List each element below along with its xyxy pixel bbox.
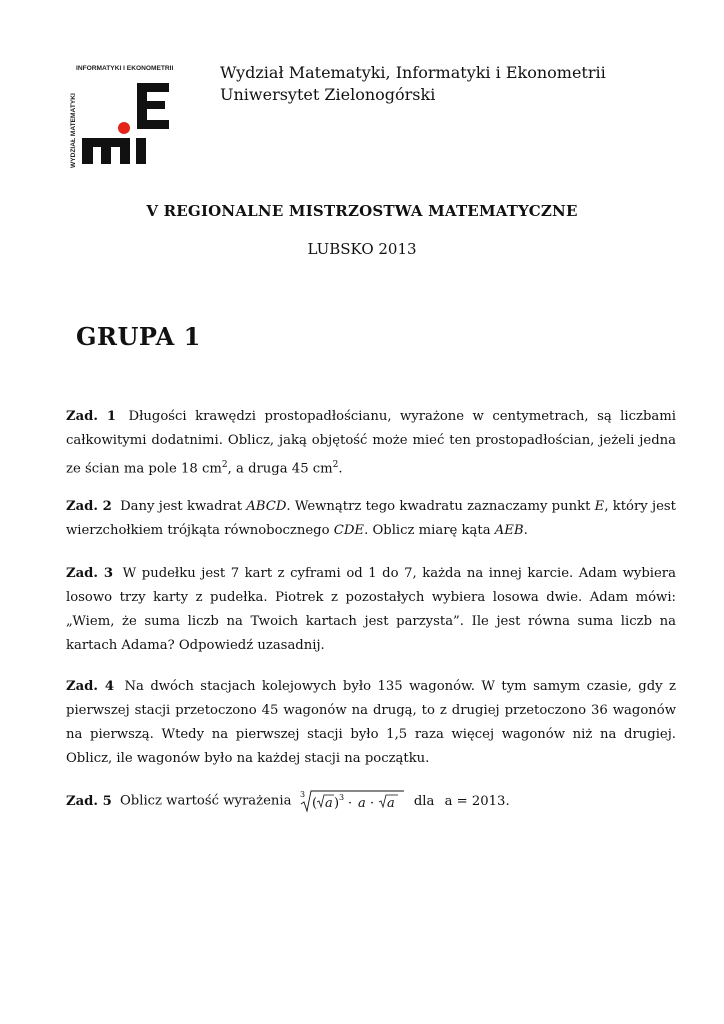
dot-operator: · xyxy=(347,796,352,811)
task-text: dla xyxy=(413,793,435,809)
competition-place-year: LUBSKO 2013 xyxy=(307,240,417,258)
superscript: 2 xyxy=(332,460,339,470)
task-text: , który jest wierzchołkiem trójkąta równobocznego xyxy=(66,499,676,538)
logo-top-text: INFORMATYKI I EKONOMETRII xyxy=(76,65,174,72)
task-1 xyxy=(66,405,676,481)
math-condition: a = 2013. xyxy=(444,793,510,809)
task-text: Dany jest kwadrat xyxy=(120,499,247,514)
institution-header xyxy=(220,62,606,106)
task-text: Oblicz wartość wyrażenia xyxy=(119,793,292,809)
task-text: W pudełku jest 7 kart z cyframi od 1 do 7, każda na innej karcie. Adam wybiera losowo trzy karty z pudełka. Piotrek z pozostałych wybiera losowa dwie. Adam mówi: „Wiem, że suma liczb na Twoich kartach jest parzysta”. Ile jest równa suma liczb na kartach Adama? Odpowiedź uzasadnij. xyxy=(66,566,676,653)
logo-side-text: WYDZIAŁ MATEMATYKI xyxy=(70,93,77,168)
superscript: 2 xyxy=(221,460,228,470)
task-3 xyxy=(66,562,676,658)
university-name: Uniwersytet Zielonogórski xyxy=(220,85,436,104)
task-label: Zad. 4 xyxy=(66,679,115,694)
logo-red-dot xyxy=(118,122,130,134)
task-text: . Wewnątrz tego kwadratu zaznaczamy punkt xyxy=(286,499,595,514)
task-label: Zad. 5 xyxy=(66,793,112,809)
math-symbol: E xyxy=(594,499,605,514)
task-5 xyxy=(66,788,676,814)
paren-open: ( xyxy=(311,796,317,811)
task-label: Zad. 2 xyxy=(66,499,112,514)
math-symbol: AEB xyxy=(494,523,524,538)
paren-close: ) xyxy=(333,796,339,811)
task-text: . Oblicz miarę kąta xyxy=(364,523,495,538)
task-2 xyxy=(66,495,676,543)
group-title: GRUPA 1 xyxy=(76,322,201,351)
variable-a: a xyxy=(357,796,366,811)
task-text: Na dwóch stacjach kolejowych było 135 wagonów. W tym samym czasie, gdy z pierwszej stacji przetoczono 45 wagonów na drugą, to z drugiej przetoczono 36 wagonów na pierwszą. Wtedy na pierwszej stacji było 1,5 raza więcej wagonów niż na drugiej. Oblicz, ile wagonów było na każdej stacji na początku. xyxy=(66,679,676,766)
task-text: . xyxy=(338,461,343,477)
task-text: Długości krawędzi prostopadłościanu, wyrażone w centymetrach, są liczbami całkowitymi dodatnimi. Oblicz, jaką objętość może mieć ten prostopadłościan, jeżeli jedna ze ścian ma pole 18 cm xyxy=(66,409,676,477)
faculty-name: Wydział Matematyki, Informatyki i Ekonometrii xyxy=(220,63,606,82)
task-4 xyxy=(66,675,676,771)
exponent: 3 xyxy=(338,793,344,802)
variable-a: a xyxy=(324,796,333,811)
math-expression xyxy=(296,788,406,814)
competition-title: V REGIONALNE MISTRZOSTWA MATEMATYCZNE xyxy=(146,202,578,220)
faculty-logo xyxy=(62,60,174,172)
task-text: , a druga 45 cm xyxy=(227,461,333,477)
root-index: 3 xyxy=(299,790,305,799)
task-label: Zad. 1 xyxy=(66,409,117,424)
dot-operator: · xyxy=(369,796,374,811)
variable-a: a xyxy=(386,796,395,811)
math-symbol: CDE xyxy=(333,523,365,538)
task-label: Zad. 3 xyxy=(66,566,114,581)
task-text: . xyxy=(523,523,528,538)
math-symbol: ABCD xyxy=(246,499,287,514)
